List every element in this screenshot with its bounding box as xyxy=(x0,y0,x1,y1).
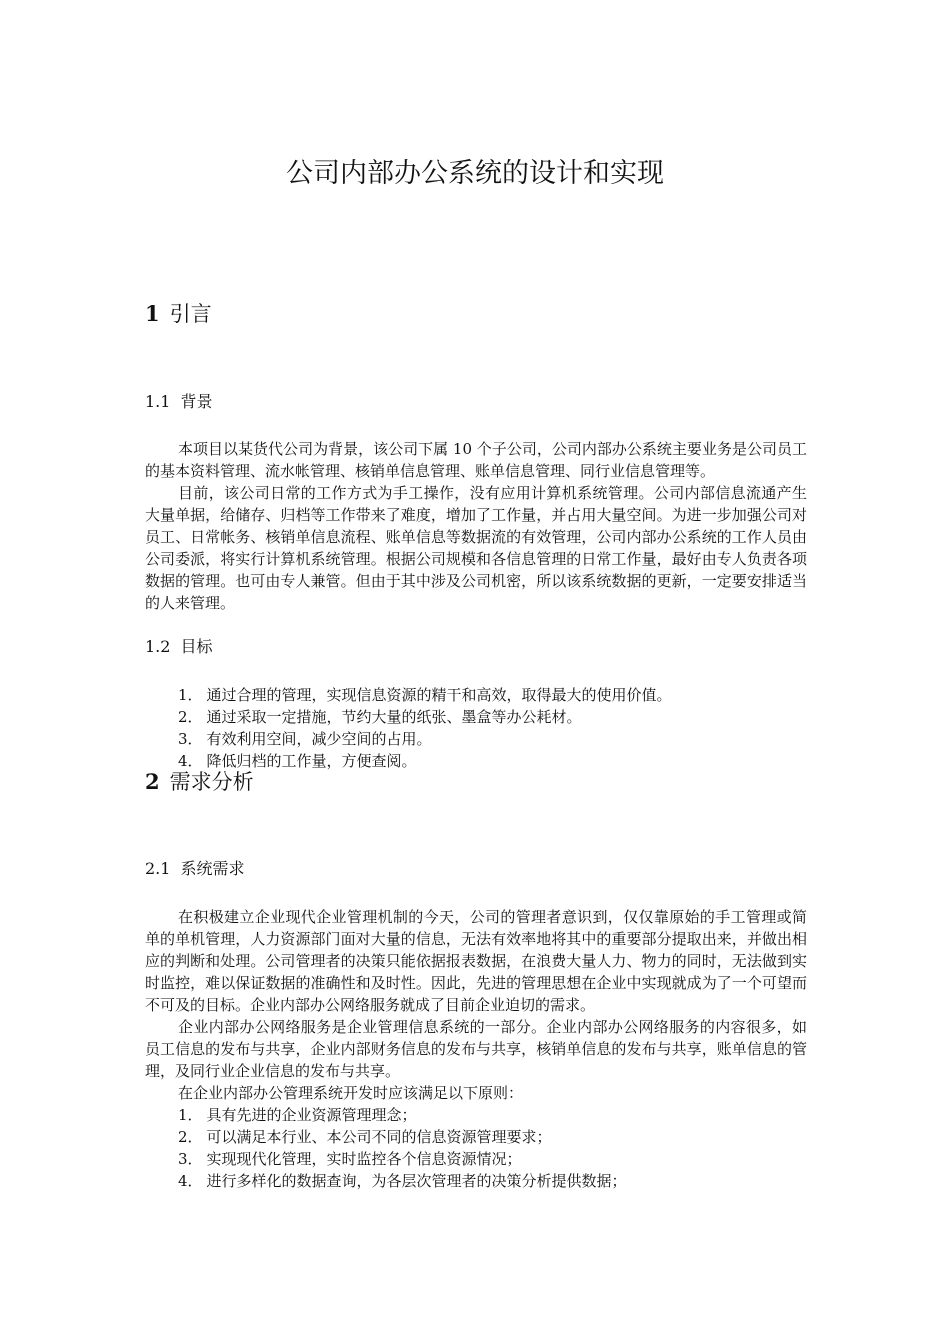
goals-list xyxy=(145,684,807,772)
list-item: 3． 实现现代化管理，实时监控各个信息资源情况； xyxy=(178,1150,522,1168)
subsection-1-2-heading xyxy=(145,636,212,658)
list-item: 2． 可以满足本行业、本公司不同的信息资源管理要求； xyxy=(178,1128,552,1146)
section-number: 1 xyxy=(145,301,160,326)
paragraph: 在积极建立企业现代企业管理机制的今天，公司的管理者意识到，仅仅靠原始的手工管理或简单的单机管理，人力资源部门面对大量的信息，无法有效率地将其中的重要部分提取出来，并做出相应的判断和处理。公司管理者的决策只能依据报表数据，在浪费大量人力、物力的同时，无法做到实时监控，难以保证数据的准确性和及时性。因此，先进的管理思想在企业中实现就成为了一个可望而不可及的目标。企业内部办公网络服务就成了目前企业迫切的需求。 xyxy=(145,908,807,1014)
background-paragraphs xyxy=(145,438,807,614)
list-item: 3． 有效利用空间，减少空间的占用。 xyxy=(178,730,432,748)
requirements-section xyxy=(145,906,807,1192)
paragraph: 目前，该公司日常的工作方式为手工操作，没有应用计算机系统管理。公司内部信息流通产生大量单据，给储存、归档等工作带来了难度，增加了工作量，并占用大量空间。为进一步加强公司对员工、日常帐务、核销单信息流程、账单信息等数据流的有效管理，公司内部办公系统的工作人员由公司委派，将实行计算机系统管理。根据公司规模和各信息管理的日常工作量，最好由专人负责各项数据的管理。也可由专人兼管。但由于其中涉及公司机密，所以该系统数据的更新，一定要安排适当的人来管理。 xyxy=(145,484,807,612)
document-title: 公司内部办公系统的设计和实现 xyxy=(286,158,664,189)
section-title: 需求分析 xyxy=(169,770,254,794)
paragraph: 本项目以某货代公司为背景，该公司下属 10 个子公司，公司内部办公系统主要业务是公司员工的基本资料管理、流水帐管理、核销单信息管理、账单信息管理、同行业信息管理等。 xyxy=(145,440,807,480)
subsection-number: 1.1 xyxy=(145,392,171,411)
list-item: 1． 通过合理的管理，实现信息资源的精干和高效，取得最大的使用价值。 xyxy=(178,686,672,704)
subsection-title: 目标 xyxy=(180,637,213,656)
paragraph: 在企业内部办公管理系统开发时应该满足以下原则： xyxy=(178,1084,524,1102)
section-number: 2 xyxy=(145,769,160,794)
subsection-number: 2.1 xyxy=(145,859,171,878)
list-item: 4． 降低归档的工作量，方便查阅。 xyxy=(178,752,417,770)
list-item: 2． 通过采取一定措施，节约大量的纸张、墨盒等办公耗材。 xyxy=(178,708,582,726)
section-1-heading xyxy=(145,300,212,328)
subsection-2-1-heading xyxy=(145,858,244,880)
subsection-title: 背景 xyxy=(180,392,213,411)
section-title: 引言 xyxy=(169,302,212,326)
subsection-1-1-heading xyxy=(145,391,212,413)
subsection-title: 系统需求 xyxy=(180,859,245,878)
list-item: 4． 进行多样化的数据查询，为各层次管理者的决策分析提供数据； xyxy=(178,1172,627,1190)
list-item: 1． 具有先进的企业资源管理理念； xyxy=(178,1106,417,1124)
subsection-number: 1.2 xyxy=(145,637,171,656)
paragraph: 企业内部办公网络服务是企业管理信息系统的一部分。企业内部办公网络服务的内容很多，如员工信息的发布与共享，企业内部财务信息的发布与共享，核销单信息的发布与共享，账单信息的管理，及同行业企业信息的发布与共享。 xyxy=(145,1018,807,1080)
section-2-heading xyxy=(145,768,254,796)
